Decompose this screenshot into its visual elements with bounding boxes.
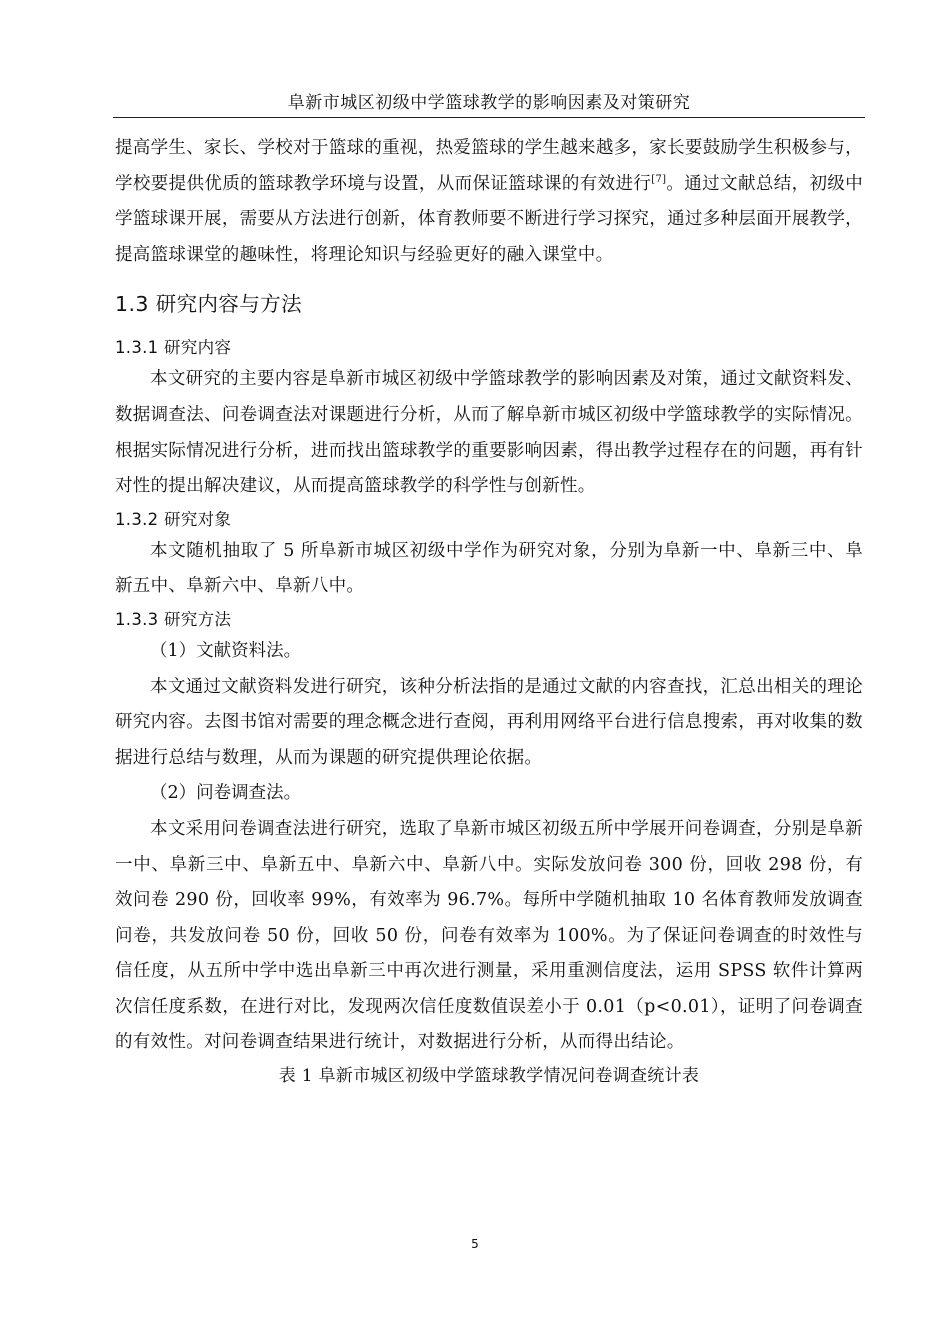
page-number: 5 — [471, 1237, 479, 1251]
section-heading-1-3: 1.3 研究内容与方法 — [115, 292, 303, 317]
header-divider — [113, 117, 865, 118]
intro-text-before-ref: 提高学生、家长、学校对于篮球的重视，热爱篮球的学生越来越多，家长要鼓励学生积极参与，学校要提供优质的篮球教学环境与设置，从而保证篮球课的有效进行 — [115, 138, 863, 194]
citation-ref: [7] — [651, 173, 667, 185]
subsection-heading-1-3-3: 1.3.3 研究方法 — [115, 609, 232, 629]
subsection-heading-1-3-1: 1.3.1 研究内容 — [115, 338, 232, 358]
page-body — [115, 131, 863, 1091]
method-1-label: （1）文献资料法。 — [150, 640, 302, 661]
method-2-label: （2）问卷调查法。 — [150, 783, 302, 804]
intro-text-after-ref: 。通过文献总结，初级中学篮球课开展，需要从方法进行创新，体育教师要不断进行学习探究，通过多种层面开展教学，提高篮球课堂的趣味性，将理论知识与经验更好的融入课堂中。 — [115, 173, 863, 265]
research-content-paragraph: 本文研究的主要内容是阜新市城区初级中学篮球教学的影响因素及对策，通过文献资料发、数据调查法、问卷调查法对课题进行分析，从而了解阜新市城区初级中学篮球教学的实际情况。根据实际情况进行分析，进而找出篮球教学的重要影响因素，得出教学过程存在的问题，再有针对性的提出解决建议，从而提高篮球教学的科学性与创新性。 — [115, 369, 863, 497]
running-header: 阜新市城区初级中学篮球教学的影响因素及对策研究 — [287, 93, 691, 113]
method-1-paragraph: 本文通过文献资料发进行研究，该种分析法指的是通过文献的内容查找，汇总出相关的理论研究内容。去图书馆对需要的理念概念进行查阅，再利用网络平台进行信息搜索，再对收集的数据进行总结与数理，从而为课题的研究提供理论依据。 — [115, 676, 863, 768]
subsection-heading-1-3-2: 1.3.2 研究对象 — [115, 509, 232, 529]
research-object-paragraph: 本文随机抽取了 5 所阜新市城区初级中学作为研究对象，分别为阜新一中、阜新三中、阜新五中、阜新六中、阜新八中。 — [115, 540, 863, 597]
method-2-paragraph: 本文采用问卷调查法进行研究，选取了阜新市城区初级五所中学展开问卷调查，分别是阜新一中、阜新三中、阜新五中、阜新六中、阜新八中。实际发放问卷 300 份，回收 298 份，有效问卷 290 份，回收率 99%，有效率为 96.7%。每所中学随机抽取 10 名体育教师发放调查问卷，共发放问卷 50 份，回收 50 份，问卷有效率为 100%。为了保证问卷调查的时效性与信任度，从五所中学中选出阜新三中再次进行测量，采用重测信度法，运用 SPSS 软件计算两次信任度系数，在进行对比，发现两次信任度数值误差小于 0.01（p<0.01），证明了问卷调查的有效性。对问卷调查结果进行统计，对数据进行分析，从而得出结论。 — [115, 818, 863, 1053]
intro-paragraph — [115, 131, 863, 273]
table-caption: 表 1 阜新市城区初级中学篮球教学情况问卷调查统计表 — [278, 1066, 700, 1087]
